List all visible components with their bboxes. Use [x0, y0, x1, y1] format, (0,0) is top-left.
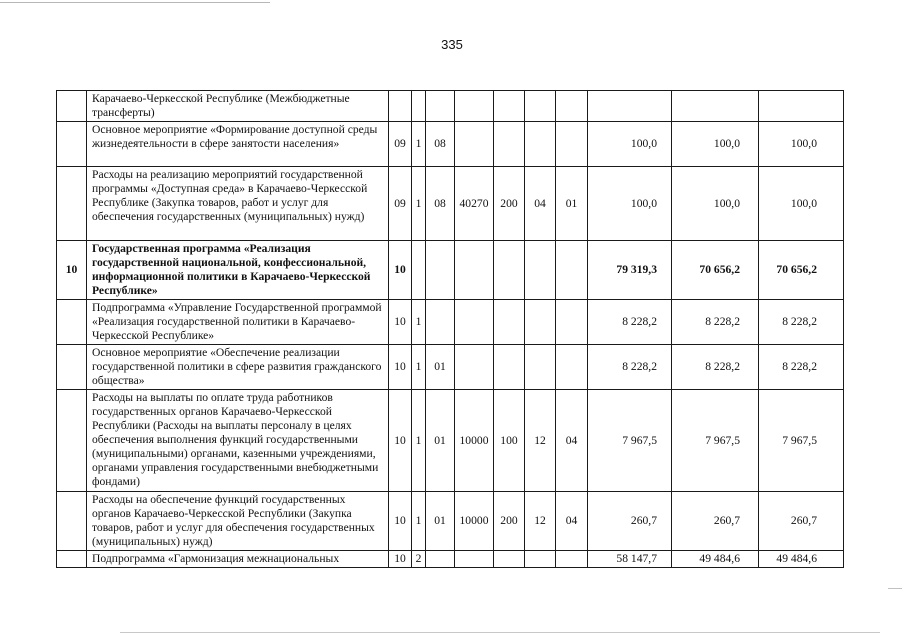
section-code-cell: 12: [525, 390, 556, 492]
amount-year3-cell: 260,7: [759, 492, 844, 551]
subprogram-code-cell: 1: [412, 122, 426, 167]
section-code-cell: [525, 241, 556, 300]
expense-type-cell: 100: [494, 390, 525, 492]
expense-type-cell: [494, 122, 525, 167]
subprogram-code-cell: 1: [412, 300, 426, 345]
amount-year2-cell: 8 228,2: [672, 300, 759, 345]
amount-year3-cell: 8 228,2: [759, 345, 844, 390]
program-code-cell: 09: [389, 122, 412, 167]
direction-code-cell: [455, 122, 494, 167]
amount-year1-cell: 7 967,5: [588, 390, 672, 492]
program-code-cell: [389, 91, 412, 122]
subprogram-code-cell: 1: [412, 167, 426, 241]
subprogram-code-cell: 1: [412, 390, 426, 492]
program-code-cell: 10: [389, 241, 412, 300]
table-row: [57, 167, 844, 241]
amount-year2-cell: 100,0: [672, 122, 759, 167]
table-row: [57, 300, 844, 345]
amount-year2-cell: 260,7: [672, 492, 759, 551]
row-number-cell: [57, 345, 87, 390]
section-code-cell: [525, 122, 556, 167]
subsection-code-cell: [556, 551, 588, 568]
subsection-code-cell: [556, 241, 588, 300]
table-row: [57, 551, 844, 568]
budget-table: [56, 90, 844, 568]
amount-year1-cell: 100,0: [588, 167, 672, 241]
direction-code-cell: [455, 345, 494, 390]
direction-code-cell: 40270: [455, 167, 494, 241]
amount-year1-cell: 58 147,7: [588, 551, 672, 568]
amount-year1-cell: 8 228,2: [588, 345, 672, 390]
scan-edge-line-bottom: [120, 632, 880, 633]
section-code-cell: 04: [525, 167, 556, 241]
expense-type-cell: 200: [494, 492, 525, 551]
subprogram-code-cell: [412, 91, 426, 122]
program-code-cell: 10: [389, 492, 412, 551]
amount-year2-cell: 8 228,2: [672, 345, 759, 390]
direction-code-cell: [455, 241, 494, 300]
subprogram-code-cell: 1: [412, 492, 426, 551]
table-row: [57, 390, 844, 492]
row-number-cell: [57, 390, 87, 492]
expense-type-cell: 200: [494, 167, 525, 241]
table-row: [57, 345, 844, 390]
scan-mark: [888, 588, 902, 589]
expense-type-cell: [494, 551, 525, 568]
row-name-cell: Карачаево-Черкесской Республике (Межбюджетные трансферты): [87, 91, 389, 122]
subprogram-code-cell: 2: [412, 551, 426, 568]
amount-year3-cell: 7 967,5: [759, 390, 844, 492]
amount-year3-cell: 49 484,6: [759, 551, 844, 568]
section-code-cell: [525, 345, 556, 390]
row-number-cell: [57, 167, 87, 241]
section-code-cell: [525, 551, 556, 568]
row-name-cell: Основное мероприятие «Формирование доступной среды жизнедеятельности в сфере занятости населения»: [87, 122, 389, 167]
row-name-cell: Государственная программа «Реализация государственной национальной, конфессиональной, информационной политики в Карачаево-Черкесской Республике»: [87, 241, 389, 300]
row-number-cell: [57, 551, 87, 568]
program-code-cell: 10: [389, 300, 412, 345]
main-event-code-cell: 01: [426, 390, 455, 492]
amount-year2-cell: 70 656,2: [672, 241, 759, 300]
subsection-code-cell: [556, 91, 588, 122]
direction-code-cell: [455, 300, 494, 345]
row-number-cell: 10: [57, 241, 87, 300]
program-code-cell: 10: [389, 551, 412, 568]
subprogram-code-cell: 1: [412, 345, 426, 390]
table-row: [57, 492, 844, 551]
row-name-cell: Расходы на реализацию мероприятий государственной программы «Доступная среда» в Карачаево-Черкесской Республике (Закупка товаров, работ и услуг для обеспечения государственных (муниципальных) нужд): [87, 167, 389, 241]
subsection-code-cell: [556, 300, 588, 345]
amount-year1-cell: [588, 91, 672, 122]
subsection-code-cell: 04: [556, 492, 588, 551]
main-event-code-cell: [426, 91, 455, 122]
row-name-cell: Подпрограмма «Управление Государственной программой «Реализация государственной политики в Карачаево-Черкесской Республике»: [87, 300, 389, 345]
direction-code-cell: [455, 91, 494, 122]
program-code-cell: 10: [389, 345, 412, 390]
direction-code-cell: 10000: [455, 492, 494, 551]
amount-year3-cell: 70 656,2: [759, 241, 844, 300]
expense-type-cell: [494, 91, 525, 122]
row-number-cell: [57, 91, 87, 122]
subsection-code-cell: [556, 122, 588, 167]
row-name-cell: Расходы на обеспечение функций государственных органов Карачаево-Черкесской Республики (Закупка товаров, работ и услуг для обеспечения государственных (муниципальных) нужд): [87, 492, 389, 551]
amount-year2-cell: 7 967,5: [672, 390, 759, 492]
amount-year3-cell: 100,0: [759, 122, 844, 167]
amount-year2-cell: [672, 91, 759, 122]
section-code-cell: [525, 300, 556, 345]
page-number: 335: [441, 37, 463, 52]
row-name-cell: Основное мероприятие «Обеспечение реализации государственной политики в сфере развития гражданского общества»: [87, 345, 389, 390]
table-row: [57, 122, 844, 167]
amount-year1-cell: 260,7: [588, 492, 672, 551]
table-row: [57, 241, 844, 300]
subsection-code-cell: [556, 345, 588, 390]
program-code-cell: 09: [389, 167, 412, 241]
expense-type-cell: [494, 300, 525, 345]
amount-year2-cell: 100,0: [672, 167, 759, 241]
section-code-cell: [525, 91, 556, 122]
amount-year3-cell: 100,0: [759, 167, 844, 241]
subsection-code-cell: 01: [556, 167, 588, 241]
main-event-code-cell: [426, 300, 455, 345]
expense-type-cell: [494, 345, 525, 390]
amount-year3-cell: [759, 91, 844, 122]
main-event-code-cell: [426, 551, 455, 568]
amount-year1-cell: 8 228,2: [588, 300, 672, 345]
row-number-cell: [57, 122, 87, 167]
table-body: [57, 91, 844, 568]
main-event-code-cell: 08: [426, 122, 455, 167]
direction-code-cell: [455, 551, 494, 568]
subprogram-code-cell: [412, 241, 426, 300]
subsection-code-cell: 04: [556, 390, 588, 492]
amount-year1-cell: 100,0: [588, 122, 672, 167]
program-code-cell: 10: [389, 390, 412, 492]
table-row: [57, 91, 844, 122]
row-number-cell: [57, 300, 87, 345]
section-code-cell: 12: [525, 492, 556, 551]
amount-year2-cell: 49 484,6: [672, 551, 759, 568]
row-name-cell: Подпрограмма «Гармонизация межнациональных: [87, 551, 389, 568]
row-number-cell: [57, 492, 87, 551]
row-name-cell: Расходы на выплаты по оплате труда работников государственных органов Карачаево-Черкесской Республики (Расходы на выплаты персоналу в целях обеспечения выполнения функций государственными (муниципальными) органами, казенными учреждениями, органами управления государственными внебюджетными фондами): [87, 390, 389, 492]
main-event-code-cell: 01: [426, 492, 455, 551]
expense-type-cell: [494, 241, 525, 300]
amount-year3-cell: 8 228,2: [759, 300, 844, 345]
main-event-code-cell: 01: [426, 345, 455, 390]
main-event-code-cell: 08: [426, 167, 455, 241]
amount-year1-cell: 79 319,3: [588, 241, 672, 300]
scan-edge-line-top: [0, 2, 270, 3]
main-event-code-cell: [426, 241, 455, 300]
direction-code-cell: 10000: [455, 390, 494, 492]
